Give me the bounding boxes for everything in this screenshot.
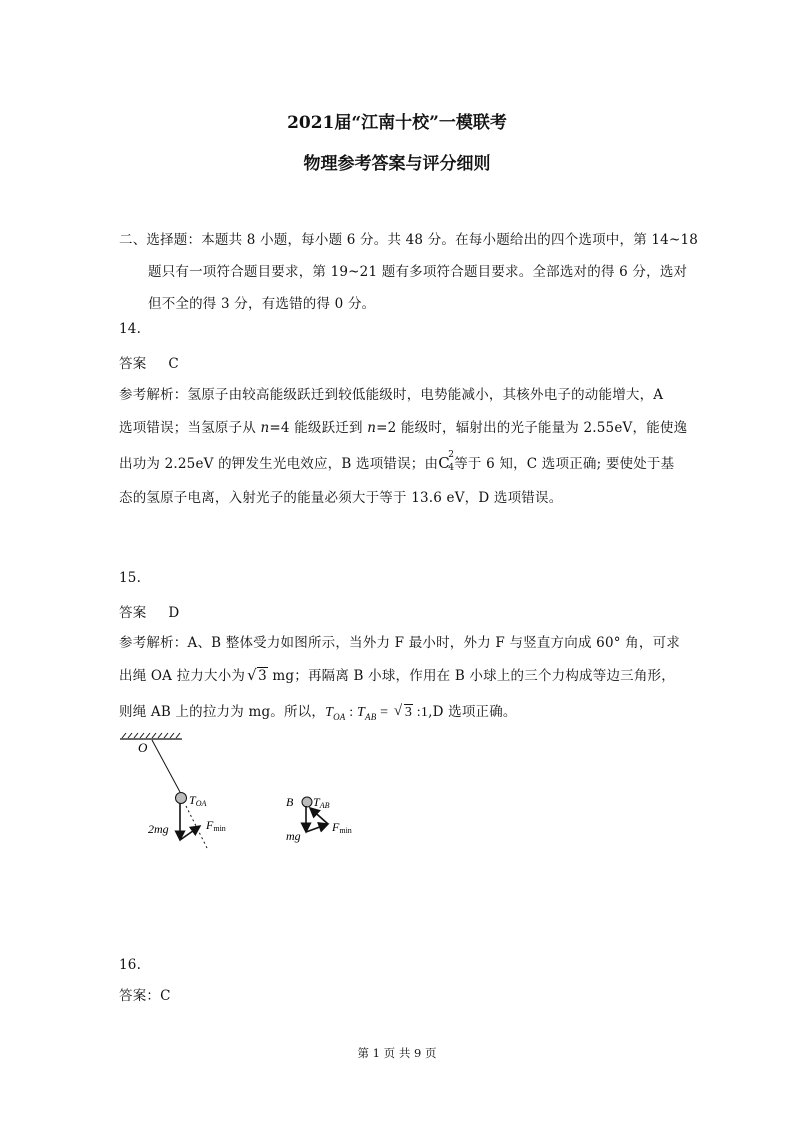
q14-line-3-a: 出功为 2.25eV 的钾发生光电效应，B 选项错误；由: [119, 456, 439, 472]
label-fmin-b-f: F: [332, 820, 340, 834]
q14-line-3: [119, 452, 674, 472]
label-t-ab-sub: AB: [319, 801, 330, 810]
label-t-ab-t: T: [313, 795, 320, 809]
q14-line-3-b: 等于 6 知，C 选项正确; 要使处于基: [454, 456, 675, 472]
section-intro-line-3: 但不全的得 3 分，有选错的得 0 分。: [148, 296, 376, 312]
q14-line-2-b: =4 能级跃迁到: [269, 420, 368, 436]
section-intro-line-2: 题只有一项符合题目要求，第 19~21 题有多项符合题目要求。全部选对的得 6 分，选对: [148, 264, 688, 280]
q15-line-2: [119, 664, 675, 684]
label-o: O: [138, 740, 148, 755]
label-fmin-b: [331, 820, 352, 835]
label-b: B: [286, 795, 294, 809]
formula-sqrt-3: [394, 705, 413, 721]
label-fmin-a: [205, 818, 226, 833]
label-fmin-b-sub: min: [339, 826, 352, 835]
ball-b: [302, 797, 312, 807]
formula-sub-oa: OA: [333, 711, 346, 722]
q14-line-4: 态的氢原子电离，入射光子的能量必须大于等于 13.6 eV，D 选项错误。: [119, 490, 563, 506]
q14-answer: C: [168, 356, 179, 372]
arrow-t-ab: [310, 808, 328, 824]
q15-line-3: [119, 700, 517, 722]
q14-line-2: [119, 416, 687, 436]
q14-line-2-n1: n: [260, 420, 270, 436]
q14-answer-label: 答案: [119, 356, 147, 372]
combination-symbol: [438, 450, 455, 473]
q15-answer: D: [168, 605, 180, 621]
sqrt-radicand: 3: [258, 668, 267, 684]
section-intro-line-1: 二、选择题：本题共 8 小题，每小题 6 分。共 48 分。在每小题给出的四个选项中，第 14~18: [119, 232, 699, 248]
q15-line-2-b: mg；再隔离 B 小球，作用在 B 小球上的三个力构成等边三角形，: [267, 668, 675, 684]
document-subtitle: 物理参考答案与评分细则: [303, 154, 491, 174]
q14-line-2-a: 选项错误；当氢原子从: [119, 420, 261, 436]
q15-number: 15.: [119, 570, 142, 586]
formula-rest: :1: [413, 705, 429, 720]
ceiling-hatch: [122, 733, 180, 738]
formula-t2: T: [357, 705, 365, 720]
label-t-ab: [313, 795, 330, 810]
q14-number: 14.: [119, 321, 142, 337]
label-t-oa: [189, 793, 206, 808]
q16-answer: 答案：C: [119, 988, 171, 1004]
arrow-fmin-a: [180, 826, 200, 840]
sqrt-3: [247, 668, 268, 684]
q15-line-3-b: ,D 选项正确。: [428, 704, 517, 720]
comb-sup: 2: [448, 450, 455, 460]
label-t-oa-sub: OA: [195, 799, 207, 808]
q15-answer-row: [119, 601, 179, 621]
rope-oa: [152, 740, 180, 792]
q14-line-2-c: =2 能级时，辐射出的光子能量为 2.55eV，能使逸: [376, 420, 688, 436]
label-t-oa-t: T: [189, 793, 196, 807]
formula-equals: =: [376, 705, 392, 720]
label-2mg: 2mg: [148, 822, 169, 836]
q16-number: 16.: [119, 957, 142, 973]
q15-line-1: 参考解析：A、B 整体受力如图所示，当外力 F 最小时，外力 F 与竖直方向成 60° 角，可求: [119, 635, 680, 651]
formula-sqrt-radicand: 3: [404, 705, 413, 720]
q14-answer-row: [119, 352, 179, 372]
tension-ratio-formula: [325, 705, 428, 720]
q15-line-3-a: 则绳 AB 上的拉力为 mg。所以，: [119, 704, 326, 720]
q14-line-1: 参考解析：氢原子由较高能级跃迁到较低能级时，电势能减小，其核外电子的动能增大，A: [119, 387, 664, 403]
q15-answer-label: 答案: [119, 605, 147, 621]
formula-t1: T: [325, 705, 334, 720]
comb-c: C: [438, 454, 450, 472]
force-diagram: [110, 728, 390, 858]
page-footer: 第 1 页 共 9 页: [357, 1046, 437, 1060]
arrow-fmin-b: [306, 824, 328, 832]
q14-line-2-n2: n: [367, 420, 377, 436]
q15-line-2-a: 出绳 OA 拉力大小为: [119, 668, 246, 684]
comb-sub: 4: [448, 463, 455, 473]
formula-sub-ab: AB: [365, 711, 377, 722]
label-fmin-a-f: F: [206, 818, 214, 832]
label-fmin-a-sub: min: [213, 824, 226, 833]
document-title: 2021届“江南十校”一模联考: [287, 113, 507, 133]
label-mg: mg: [286, 829, 301, 843]
ball-a: [176, 793, 187, 804]
formula-colon: :: [345, 705, 357, 720]
